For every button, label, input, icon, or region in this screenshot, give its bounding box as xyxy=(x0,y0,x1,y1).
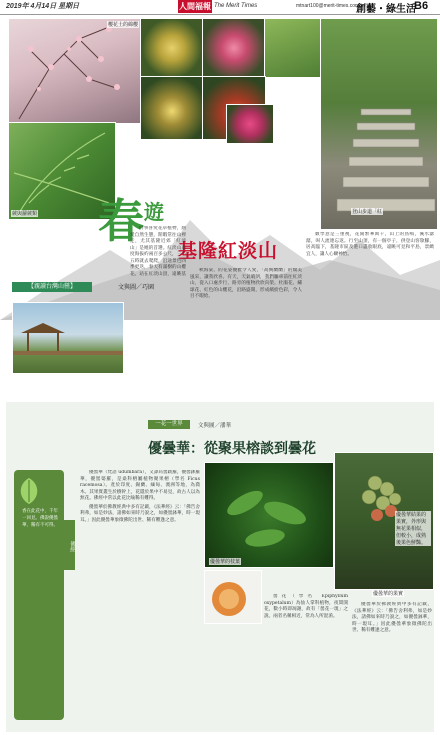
poem-text: 香在此花中，千年一回見。佛說優曇華，稀有不可得。 xyxy=(22,509,58,528)
single-fruit xyxy=(205,571,261,623)
feature-column-3 xyxy=(306,232,434,394)
feature-title-spring: 春 xyxy=(98,194,144,248)
feature-byline: 文與圖／巧園 xyxy=(118,284,155,291)
leaves-photo-caption: 優曇華的枝葉 xyxy=(210,559,241,565)
cherry-branches xyxy=(9,19,141,123)
section2-column-1 xyxy=(80,470,200,724)
cherry-photo-caption: 櫻花土的綿櫻 xyxy=(107,22,138,28)
section2-column-3 xyxy=(352,602,432,724)
column-tag: 【親讀台灣山巒】 xyxy=(12,282,92,292)
fruit-photo-caption: 優曇華的果實 xyxy=(373,591,404,597)
section-name: 創藝・綠生活 xyxy=(356,4,416,15)
contact-email: mtnart100@merit-times.com.tw xyxy=(296,3,366,9)
feature-paragraph-3: 數學意是三重視，花開繁華萬千，山上的鳥鳴，溪水潺潺，叫人流連忘返。行至山頂，有一個亭子，供登山客歇腳，居高臨下，基隆市區及港口盡收眼底，遠眺可見和平島，景緻宜人，讓人心曠神怡。 xyxy=(306,232,434,257)
udumbara-leaves-photo xyxy=(204,462,334,568)
section2-paragraph-3: 曇花（學名 Epiphyllum oxypetalum）為仙人掌科植物，夜間開花，數小時即凋謝，故有「曇花一現」之說。兩者名稱相近，常為人所混淆。 xyxy=(264,594,348,619)
fern-photo-caption: 蕨與蘿蕨類 xyxy=(12,211,38,217)
pavilion-photo xyxy=(12,302,124,374)
feature-paragraph-2: 秋海棠，的花姿優雅令人愛，「高興蘭蘭」的嬌美風采，讓我欣喜。有天，天氣晴朗，我們驅車前往紅淡山，從入口處步行，路旁的植物欣欣向榮。杜鵑花、繡球花、紅色的山櫻花，沿路盛開，形成繽紛色彩，令人目不暇給。 xyxy=(190,268,302,299)
udumbara-fruit-photo xyxy=(204,570,262,624)
newspaper-logo: 人間福報 xyxy=(179,2,211,11)
fruit-tree-caption: 優曇華結果的果實，外形與無花果相似，但較小，成熟後果色鮮豔。 xyxy=(395,511,431,546)
section2-paragraph-4: 優曇華於佛教經典中多有記載，《法華經》云：「佛告舍利弗，如是妙法，諸佛如來時乃說之，如優曇鉢華，時一現耳。」因此優曇華象徵佛陀出世、稀有難逢之意。 xyxy=(352,602,432,633)
section2-byline: 文與圖／潘華 xyxy=(198,423,232,429)
poem-tag: 佛經 xyxy=(64,520,75,570)
leaf-photo xyxy=(264,18,322,78)
page-number: B6 xyxy=(414,0,429,12)
flower-photo-yellow xyxy=(140,18,204,78)
leaf-icon xyxy=(14,476,44,506)
pink-flower-photo xyxy=(226,104,274,144)
feature-title-travel: 遊 xyxy=(144,200,164,224)
feature-paragraph-1: 同事喜愛花草植物，熱愛自然生態，閒暇常往山裡走，尤其基隆近郊「紅淡山」是她的首選。紅淡山高度海拔約兩百多公尺，三不五時就去爬爬，沿途景色四季更迭，春天有滿樹的山櫻花。站在紅淡山頂，遠眺基 xyxy=(130,226,186,276)
udumbara-fruit-tree-photo xyxy=(334,452,434,590)
leaf-cluster xyxy=(205,463,333,567)
masthead xyxy=(0,0,440,15)
feature-column-1 xyxy=(130,226,186,276)
section2-tag: 一花一世界 xyxy=(148,420,190,429)
feature-headline: 基隆紅淡山 xyxy=(178,240,279,262)
section2-title: 優曇華：從聚果榕談到曇花 xyxy=(148,441,316,457)
newspaper-logo-en: The Merit Times xyxy=(214,3,258,9)
issue-date: 2019年 4月14日 星期日 xyxy=(6,3,80,10)
section2-paragraph-2: 優曇華於佛教經典中多有記載，《法華經》云：「佛告舍利弗，如是妙法，諸佛如來時乃說之，如優曇鉢華，時一現耳。」因此優曇華象徵佛陀出世、稀有難逢之意。 xyxy=(80,504,200,523)
pavilion-drawing xyxy=(13,303,123,373)
section2-column-2 xyxy=(264,594,348,724)
flower-photo-bell xyxy=(140,76,204,140)
section2-paragraph-1: 優曇華（梵語 udumbara），又譯烏曇跋羅，優曇鉢羅華，優曇婆羅，是桑科榕屬植物聚果榕（學名 Ficus racemosa）。產於印度、錫蘭、緬甸、澳洲等地，為喬木。其果實叢生於樹幹上，花隱於果中不易見，故古人以為無花。佛經中常以此花比喻稀有難得。 xyxy=(80,470,200,501)
stairs-photo-caption: 登山步道「紅 xyxy=(352,209,383,215)
flower-photo-pink xyxy=(202,18,266,78)
cherry-blossom-photo xyxy=(8,18,142,124)
feature-column-2 xyxy=(190,268,302,394)
